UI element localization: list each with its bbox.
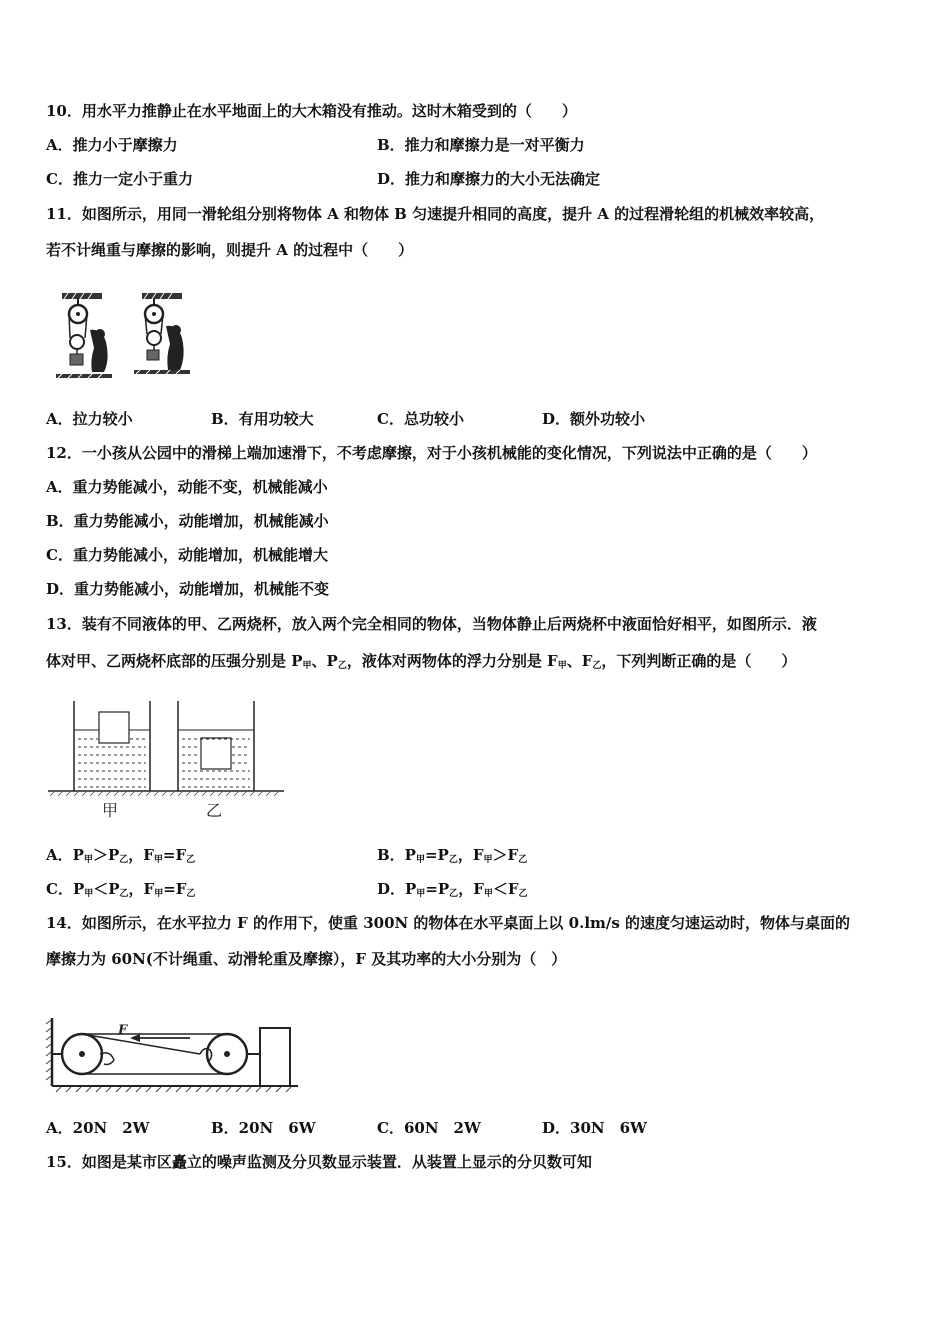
q13-stem-line2: 体对甲、乙两烧杯底部的压强分别是 $P_甲$、$P_乙$，液体对两物体的浮力分别是 $F_甲$、$F_乙$，下列判断正确的是（ ） bbox=[46, 652, 797, 671]
pulley-figure-a bbox=[56, 293, 112, 378]
beakers-figure bbox=[46, 695, 291, 825]
q14-option-d: D．30N 6W bbox=[542, 1119, 647, 1137]
label-yi: 乙 bbox=[206, 801, 223, 820]
q13-option-c: C．$P_甲<P_乙$，$F_甲=F_乙$ bbox=[46, 880, 196, 899]
q10-stem: 10．用水平力推静止在水平地面上的大木箱没有推动。这时木箱受到的（ ） bbox=[46, 102, 577, 120]
sub-jia: 甲 bbox=[302, 661, 312, 671]
q14-stem-line1: 14．如图所示，在水平拉力 F 的作用下，使重 300N 的物体在水平桌面上以 0.lm/s 的速度匀速运动时，物体与桌面的 bbox=[46, 914, 851, 932]
pulley-system-figure bbox=[50, 290, 200, 390]
q13-option-d: D．$P_甲=P_乙$，$F_甲<F_乙$ bbox=[377, 880, 528, 899]
beaker-yi bbox=[178, 701, 254, 791]
q14-option-a: A．20N 2W bbox=[46, 1119, 150, 1137]
q13-option-b: B．$P_甲=P_乙$，$F_甲>F_乙$ bbox=[377, 846, 528, 865]
force-label-f: F bbox=[118, 1023, 128, 1038]
q10-option-d: D．推力和摩擦力的大小无法确定 bbox=[377, 170, 601, 188]
label-jia: 甲 bbox=[102, 801, 119, 820]
sub-jia: 甲 bbox=[557, 661, 567, 671]
q11-stem-line1: 11．如图所示，用同一滑轮组分别将物体 A 和物体 B 匀速提升相同的高度，提升 A 的过程滑轮组的机械效率较高， bbox=[46, 205, 825, 223]
q11-option-b: B．有用功较大 bbox=[211, 410, 314, 428]
pulley-figure-b bbox=[134, 293, 190, 374]
q10-option-b: B．推力和摩擦力是一对平衡力 bbox=[377, 136, 585, 154]
object-block bbox=[260, 1028, 290, 1086]
q12-option-d: D．重力势能减小，动能增加，机械能不变 bbox=[46, 580, 330, 598]
q14-option-c: C．60N 2W bbox=[377, 1119, 481, 1137]
q10-option-a: A．推力小于摩擦力 bbox=[46, 136, 178, 154]
object-block bbox=[99, 712, 129, 743]
q15-stem: 15．如图是某市区矗立的噪声监测及分贝数显示装置．从装置上显示的分贝数可知 bbox=[46, 1153, 592, 1171]
horizontal-pulley-figure bbox=[40, 1010, 305, 1105]
q12-option-c: C．重力势能减小，动能增加，机械能增大 bbox=[46, 546, 328, 564]
q11-option-d: D．额外功较小 bbox=[542, 410, 646, 428]
q12-option-b: B．重力势能减小，动能增加，机械能减小 bbox=[46, 512, 329, 530]
q11-option-c: C．总功较小 bbox=[377, 410, 464, 428]
q12-stem: 12．一小孩从公园中的滑梯上端加速滑下，不考虑摩擦，对于小孩机械能的变化情况，下列说法中正确的是（ ） bbox=[46, 444, 817, 462]
q10-option-c: C．推力一定小于重力 bbox=[46, 170, 193, 188]
q13-stem-line1: 13．装有不同液体的甲、乙两烧杯，放入两个完全相同的物体，当物体静止后两烧杯中液面恰好相平，如图所示．液 bbox=[46, 615, 817, 633]
q13-option-a: A．$P_甲>P_乙$，$F_甲=F_乙$ bbox=[46, 846, 196, 865]
sub-yi: 乙 bbox=[337, 661, 347, 671]
q14-stem-line2: 摩擦力为 60N(不计绳重、动滑轮重及摩擦），F 及其功率的大小分别为（ ） bbox=[46, 950, 567, 968]
sub-yi: 乙 bbox=[592, 661, 602, 671]
beaker-jia bbox=[74, 701, 150, 791]
q11-option-a: A．拉力较小 bbox=[46, 410, 133, 428]
q12-option-a: A．重力势能减小，动能不变，机械能减小 bbox=[46, 478, 328, 496]
object-block bbox=[201, 738, 231, 769]
q14-option-b: B．20N 6W bbox=[211, 1119, 316, 1137]
q11-stem-line2: 若不计绳重与摩擦的影响，则提升 A 的过程中（ ） bbox=[46, 241, 414, 259]
